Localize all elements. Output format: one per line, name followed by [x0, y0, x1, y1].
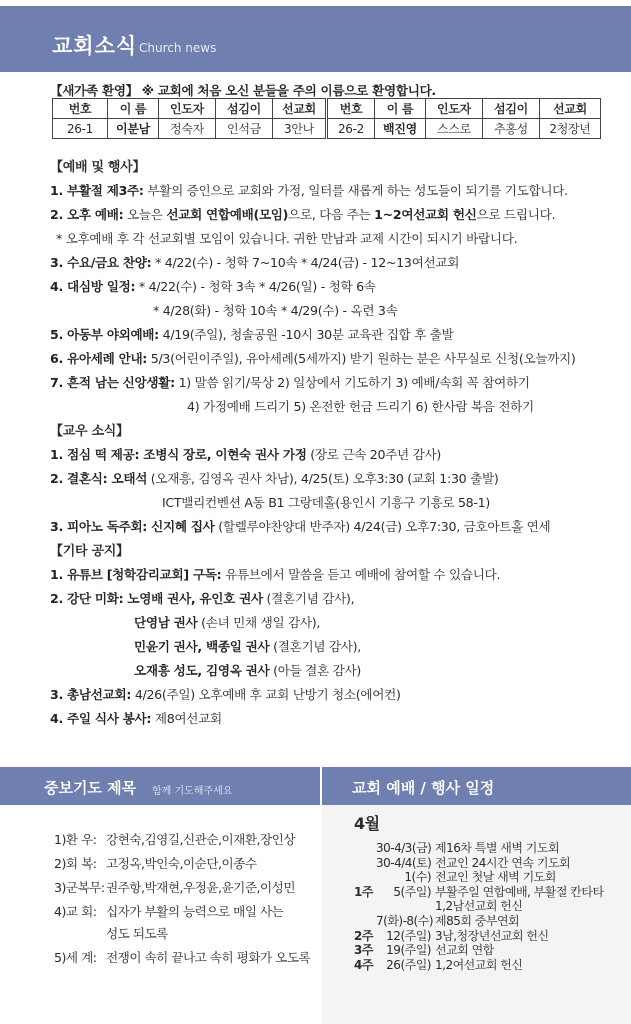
- table-row: [53, 119, 601, 139]
- schedule-date: 5(주일): [393, 884, 431, 899]
- schedule-month: 4월: [354, 814, 380, 833]
- table-cell: 26-2: [327, 119, 375, 139]
- newcomer-intro: 【새가족 환영】 ※ 교회에 처음 오신 분들을 주의 이름으로 환영합니다.: [50, 83, 436, 98]
- schedule-date: 12(주일): [386, 928, 431, 943]
- header-bar: [0, 6, 631, 72]
- schedule-event: 전교인 첫날 새벽 기도회: [435, 870, 556, 885]
- column-header: 번호: [53, 99, 108, 119]
- page-subtitle: Church news: [139, 41, 217, 55]
- table-cell: 2청장년: [540, 119, 601, 139]
- schedule-date: 30-4/3(금): [376, 841, 432, 855]
- schedule-panel: [322, 805, 631, 1024]
- worship-note: * 오후예배 후 각 선교회별 모임이 있습니다. 귀한 만남과 교제 시간이 되시기 바랍니다.: [56, 231, 518, 246]
- schedule-panel-header: [322, 767, 631, 805]
- prayer-item: 5)세 계: 전쟁이 속히 끝나고 속히 평화가 오도록: [54, 950, 311, 965]
- prayer-item: 4)교 회: 십자가 부활의 능력으로 매일 사는: [54, 904, 284, 919]
- schedule-week: 2주: [354, 928, 373, 943]
- table-cell: 백진영: [375, 119, 426, 139]
- other-item-1: 1. 유튜브 [청학감리교회] 구독: 유튜브에서 말씀을 듣고 예배에 참여할 수 있습니다.: [50, 567, 501, 582]
- newcomer-table: [52, 98, 601, 139]
- table-cell: 인석금: [216, 119, 273, 139]
- worship-item-4-cont: * 4/28(화) - 청학 10속 * 4/29(수) - 옥련 3속: [153, 303, 398, 318]
- other-section-title: 【기타 공지】: [50, 544, 129, 559]
- schedule-event: 제16차 특별 새벽 기도회: [435, 841, 560, 855]
- schedule-date: 1(수): [404, 870, 431, 885]
- schedule-title: 교회 예배 / 행사 일정: [352, 779, 495, 797]
- prayer-item: 1)환 우: 강현숙,김영길,신관순,이재환,장인상: [54, 832, 295, 847]
- column-header: 선교회: [540, 99, 601, 119]
- column-header: 인도자: [426, 99, 483, 119]
- other-item-2: 2. 강단 미화: 노영배 권사, 유인호 권사 (결혼기념 감사),: [50, 591, 355, 606]
- column-header: 인도자: [159, 99, 216, 119]
- members-section-title: 【교우 소식】: [50, 424, 129, 439]
- schedule-event: 선교회 연합: [435, 943, 494, 958]
- members-item-1: 1. 점심 떡 제공: 조병식 장로, 이현숙 권사 가정 (장로 근속 20주년 감사): [50, 447, 441, 462]
- members-item-2-cont: ICT밸리컨벤션 A동 B1 그랑데홀(용인시 기흥구 기흥로 58-1): [162, 495, 490, 510]
- column-header: 번호: [327, 99, 375, 119]
- other-item-3: 3. 총남선교회: 4/26(주일) 오후예배 후 교회 난방기 청소(에어컨): [50, 687, 401, 702]
- page-title: 교회소식: [52, 34, 138, 58]
- schedule-week: 1주: [354, 884, 373, 899]
- worship-item-3: 3. 수요/금요 찬양: * 4/22(수) - 청학 7~10속 * 4/24(금) - 12~13여선교회: [50, 255, 460, 270]
- prayer-subtitle: 함께 기도해주세요: [152, 786, 233, 797]
- members-item-3: 3. 피아노 독주회: 신지혜 집사 (할렐루야찬양대 반주자) 4/24(금) 오후7:30, 금호아트홀 연세: [50, 519, 551, 534]
- column-header: 섬김이: [483, 99, 540, 119]
- schedule-date: 26(주일): [386, 957, 431, 972]
- column-header: 이 름: [375, 99, 426, 119]
- column-header: 섬김이: [216, 99, 273, 119]
- schedule-event: 3남,청장년선교회 헌신: [435, 928, 549, 943]
- prayer-item: 2)회 복: 고정옥,박인숙,이순단,이종수: [54, 856, 257, 871]
- prayer-panel-header: [0, 767, 320, 805]
- table-cell: 이분남: [108, 119, 159, 139]
- worship-item-4: 4. 대심방 일정: * 4/22(수) - 청학 3속 * 4/26(일) - 청학 6속: [50, 279, 376, 294]
- other-item-2-b: 단영남 권사 (손녀 민채 생일 감사),: [134, 615, 321, 630]
- prayer-item: 3)군복무:권주항,박재현,우정윤,윤기준,이성민: [54, 880, 295, 895]
- other-item-4: 4. 주일 식사 봉사: 제8여선교회: [50, 711, 222, 726]
- worship-item-7-cont: 4) 가정예배 드리기 5) 온전한 헌금 드리기 6) 한사람 복음 전하기: [187, 399, 534, 414]
- table-cell: 3안나: [273, 119, 327, 139]
- schedule-event: 전교인 24시간 연속 기도회: [435, 855, 571, 870]
- schedule-week: 3주: [354, 943, 373, 958]
- members-item-2: 2. 결혼식: 오태석 (오재흥, 김영옥 권사 차남), 4/25(토) 오후3:30 (교회 1:30 출발): [50, 471, 499, 486]
- other-item-2-d: 오재흥 성도, 김영옥 권사 (아들 결혼 감사): [134, 663, 361, 678]
- table-cell: 추홍성: [483, 119, 540, 139]
- worship-item-2: 2. 오후 예배: 오늘은 선교회 연합예배(모임)으로, 다음 주는 1~2여선교회 헌신으로 드립니다.: [50, 207, 556, 222]
- table-header-row: [53, 99, 601, 119]
- column-header: 이 름: [108, 99, 159, 119]
- column-header: 선교회: [273, 99, 327, 119]
- other-item-2-c: 민윤기 권사, 백종일 권사 (결혼기념 감사),: [134, 639, 361, 654]
- prayer-item: 성도 되도록: [106, 926, 168, 941]
- worship-item-1: 1. 부활절 제3주: 부활의 증인으로 교회와 가정, 일터를 새롭게 하는 성도들이 되기를 기도합니다.: [50, 183, 568, 198]
- worship-item-5: 5. 아동부 야외예배: 4/19(주일), 청솔공원 -10시 30분 교육관 집합 후 출발: [50, 327, 454, 342]
- schedule-date: 7(화)-8(수): [376, 914, 434, 928]
- worship-item-7: 7. 흔적 남는 신앙생활: 1) 말씀 읽기/묵상 2) 일상에서 기도하기 3) 예배/속회 꼭 참여하기: [50, 375, 530, 390]
- worship-section-title: 【예배 및 행사】: [50, 160, 146, 175]
- schedule-event: 제85회 중부연회: [435, 914, 520, 928]
- schedule-event: 부활주일 연합예배, 부활절 칸타타: [435, 884, 604, 899]
- prayer-title: 중보기도 제목: [44, 779, 137, 797]
- schedule-date: 30-4/4(토): [376, 855, 432, 870]
- prayer-panel: [0, 805, 320, 1024]
- schedule-event: 1,2여선교회 헌신: [435, 957, 523, 972]
- worship-item-6: 6. 유아세례 안내: 5/3(어린이주일), 유아세례(5세까지) 받기 원하는 분은 사무실로 신청(오늘까지): [50, 351, 576, 366]
- schedule-event: 1,2남선교회 헌신: [435, 899, 523, 914]
- table-cell: 스스로: [426, 119, 483, 139]
- table-cell: 정숙자: [159, 119, 216, 139]
- table-cell: 26-1: [53, 119, 108, 139]
- schedule-date: 19(주일): [386, 943, 431, 958]
- schedule-week: 4주: [354, 957, 373, 972]
